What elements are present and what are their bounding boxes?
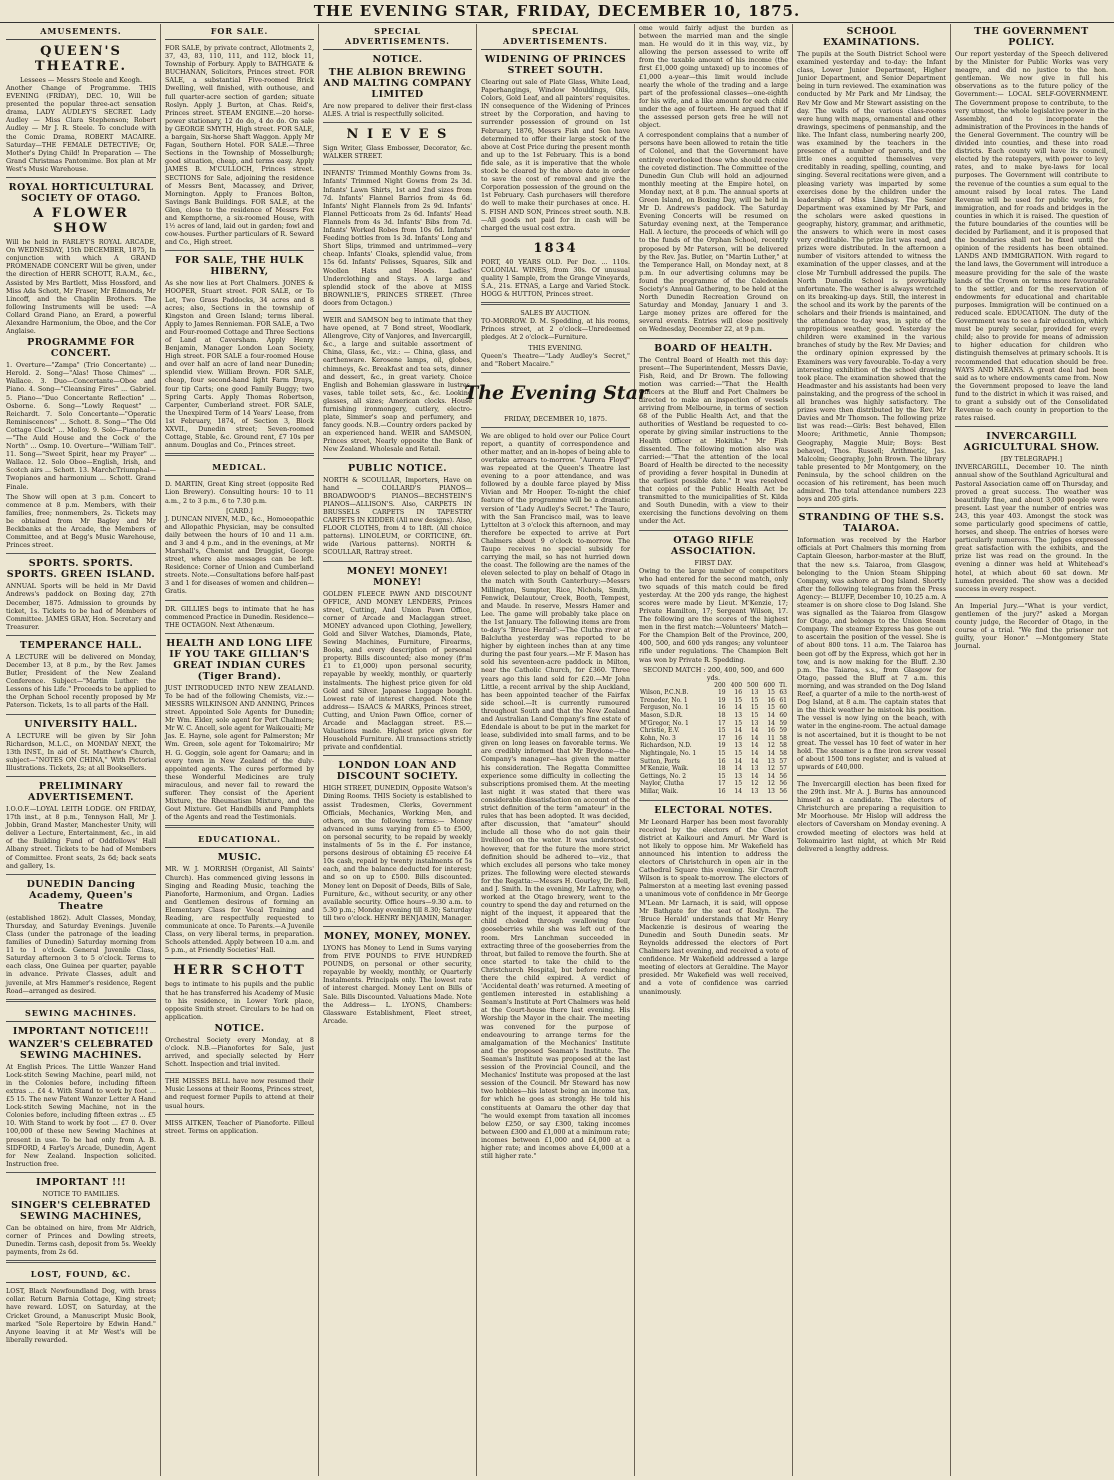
- widening-body: Clearing out sale of Plate Glass, White Lead, Paperhangings, Window Mouldings, Oils, Colors, Gold Leaf, and all painters' requisites. IN consequence of the Widening of Princes street by the Corporation, and having to surrender possession of ground on 1st February, 1876, Messrs Fish and Son have determined to offer their large stock of the above at Cost Price during the present month and up to the 1st February. This is a bond fide sale, as it is imperative that the whole stock be cleared by the above date in order to save the cost of removal and give the Corporation possession of the ground on the 1st February. Cash purchasers will therefore do well to make their purchases at once. H. S. FISH AND SON, Princes street south. N.B.—All goods not paid for in cash will be charged the usual cost extra.: [481, 78, 630, 232]
- aitken-body: MISS AITKEN, Teacher of Pianoforte. Filleul street. Terms on application.: [165, 1118, 314, 1135]
- preliminary-body: I.O.O.F.—LOYAL LEITH LODGE. ON FRIDAY, 17th inst., at 8 p.m., Tennyson Hall, Mr J. Jobbin, Grand Master, Manchester Unity, will deliver a Lecture, Entertainment, &c., in aid of the Building Fund of Oddfellows' Hall Albany street. Tickets to be had of Members of Committee. Front seats, 2s 6d; back seats and gallery, 1s.: [6, 805, 156, 870]
- gillies-body: DR. GILLIES begs to intimate that he has commenced Practice in Dunedin. Residence—THE OCTAGON. Next Athenæum.: [165, 604, 314, 629]
- singer-title: SINGER'S CELEBRATED SEWING MACHINES,: [11, 1199, 151, 1222]
- column-2: [161, 24, 319, 1476]
- sports-title: SPORTS. SPORTS. SPORTS. GREEN ISLAND.: [6, 558, 156, 581]
- score-row: Wilson, P.C.N.B. 19 16 13 15 63: [640, 689, 787, 697]
- score-row: Ferguson, No. 1 16 14 15 15 60: [640, 704, 787, 712]
- hort-body: Will be held in FARLEY'S ROYAL ARCADE, On WEDNESDAY, 15th DECEMBER, 1875, In conjunction with which A GRAND PROMENADE CONCERT Will be given, under the direction of HERR SCHOTT, R.A.M., &c., Assisted by Mrs Bartlett, Miss Hossford, and Miss Ada Schott, Mr Fraser, Mr Edmonds, Mr Lincoff, and the Chaplin Brothers. The following Instruments will be used: —A Collard Grand Piano, an Erard, a powerful Alexandre Harmonium, the Oboe, and the Cor Anglaise.: [6, 238, 156, 336]
- university-title: UNIVERSITY HALL.: [24, 718, 138, 730]
- dance-body: (established 1862). Adult Classes, Monday, Thursday, and Saturday Evenings. Juvenile Class (under the patronage of the leading families of Dunedin) Saturday morning from 11 to 1 o'clock. General Juvenile Class, Saturday afternoon 3 to 5 o'clock. Terms to each class, One Guinea per quarter, payable in advance. Private Classes, adult and juvenile, at Mrs Hammer's residence, Regent Road—arranged as desired.: [6, 913, 156, 995]
- preliminary-title: PRELIMINARY ADVERTISEMENT.: [28, 781, 134, 803]
- column-7: [951, 24, 1112, 1476]
- masthead-title: THE EVENING STAR, FRIDAY, DECEMBER 10, 1875.: [313, 2, 801, 20]
- gov-policy-body: Our report yesterday of the Speech delivered by the Minister for Public Works was very meagre, and did no justice to the hon. gentleman. We now give in full his observations as to the future policy of the Government:— LOCAL SELF-GOVERNMENT. The Government propose to contribute, to the very utmost, the whole legislative power in the Assembly, and to incorporate the administration of the Provinces in the hands of the General Government. The country will be divided into counties, and these into road districts. Each county will have its council, elected by the ratepayers, with power to levy rates, and to make bye-laws for local purposes. The Government will contribute to the revenue of the counties a sum equal to the amount raised by local rates. The Land Revenue will be used for public works, for immigration, and for roads and bridges in the counties in which it is raised. The question of the future boundaries of the counties will be decided by Parliament, and it is proposed that the boundaries shall not be fixed until the opinion of the residents has been obtained. LANDS AND IMMIGRATION. With regard to the land laws, the Government will introduce a measure providing for the sale of the waste lands of the Crown on terms more favourable to the settler, and for the reservation of endowments for educational and charitable purposes. Immigration will be continued on a reduced scale. EDUCATION. The duty of the Government was to see a fair education, which must be purely secular, provided for every child; also to provide for means of admission to higher education for children who distinguish themselves at primary schools. It is recommended that education should be free. WAYS AND MEANS. A great deal had been said as to where endowments came from. Now the Government proposed to leave the land fund to the district in which it was raised, and to grant a subsidy out of the Consolidated Revenue to each county in proportion to the rates raised.: [955, 50, 1108, 423]
- stranding-body: Information was received by the Harbor officials at Port Chalmers this morning from Captain Gleeson, harbor-master at the Bluff, that the new s.s. Taiaroa, from Glasgow, belonging to the Union Steam Shipping Company, was ashore at Dog Island. Shortly after the following telegrams from the Press Agency:— BLUFF, December 10, 10.25 a.m. A steamer is on shore close to Dog Island. She was signalled as the Taiaroa from Glasgow for Otago, and belongs to the Union Steam Company. The steamer Express has gone out to ascertain the position of the vessel. She is of about 800 tons. 11 a.m. The Taiaroa has been got off by the Express, which got her in tow, and is now making for the Bluff. 2.30 p.m. The Taiaroa, s.s., from Glasgow for Otago, passed the Bluff at 7 a.m. this morning, and was stranded on the Dog Island Reef, a quarter of a mile to the north-west of Dog Island, at 8 a.m. The captain states that in the thick weather he mistook his position. The vessel is now lying on the beach, with water in the engine-room. The actual damage is not ascertained, but it is thought to be not great. The vessel has 10 feet of water in her hold. The steamer is a fine iron screw vessel of about 1500 tons register, and is valued at upwards of £40,000.: [797, 536, 946, 771]
- score-row: Naylor, Clutha 17 15 12 12 56: [640, 780, 787, 788]
- music-title: MUSIC.: [217, 852, 262, 864]
- column-4-heading: SPECIAL ADVERTISEMENTS.: [481, 24, 630, 50]
- score-row: M'Gregor, No. 1 17 15 13 14 59: [640, 719, 787, 727]
- temperance-title: TEMPERANCE HALL.: [19, 639, 143, 651]
- london-title: LONDON LOAN AND DISCOUNT SOCIETY.: [336, 760, 459, 783]
- hulk-title: FOR SALE, THE HULK HIBERNY,: [175, 255, 304, 278]
- editorial-body: We are obliged to hold over our Police Court report, a quantity of correspondence and other matter, and an in-hopes of being able to overtake arrears to-morrow. "Aurora Floyd" was repeated at the Queen's Theatre last evening to a poor attendance, and was followed by a double farce played by Miss Vivian and Mr Hooper. To-night the chief feature of the programme will be a dramatic version of "Lady Audley's Secret." The Tauro, with the San Francisco mail, was to leave Lyttelton at 3 o'clock this afternoon, and may therefore be expected to arrive at Port Chalmers about 9 o'clock to-morrow. The Taupo receives no special subsidy for carrying the mail, so has not hurried down the coast. The following are the names of the eleven selected to play on behalf of Otago in the match with South Canterbury:—Messrs Millington, Sumpter, Rice, Nichols, Smith, Fenwick, Delautour, Creek, Booth, Tempest, and Maude. In reserve, Messrs Hamer and Lee. The game will probably take place on the 1st January. The following items are from to-day's 'Bruce Herald':—The Clutha river at Balclutha yesterday was reported to be higher by eighteen inches than at any time during the past four years.—Mr F. Mason has sold his seventeen-acre paddock in Milton, near the Catholic Church, for £360. Three years ago this land sold for £20.—Mr John Little, a recent arrival by the ship Auckland, has been appointed teacher of the Fairfax side school.—It is currently rumoured throughout South and that the New Zealand and Australian Land Company's fine estate of Edendale is about to be put in the market for lease, subdivided into small farms, and to be given on long leases on favorable terms. We are credibly informed that Mr Brydone—the Company's manager—has given the matter his consideration. The Regatta Committee experience some difficulty in collecting the subscriptions promised them. At the meeting last night it was stated that there was considerable dissatisfaction on account of the strict definition of the term "amateur" in the rules that has been adopted. It was decided, after discussion, that "amateur" should include all those who do not gain their livelihood on the water. It was understood, however, that for the future the more strict definition should be adhered to—viz., that which excludes all persons who take money prizes. The following were elected stewards for the Regatta:—Messrs H. Gourley, Dr. Bell, and J. Smith. In the evening, Mr Lafreny, who worked at the Otago brewery, went to the country to spend the day and returned on the night of the inquest, it appeared that the child choked through swallowing four gooseberries while she was left out of the room. Mrs Lanchman succeeded in extracting three of the gooseberries from the throat, but failed to remove the fourth. She at once started to take the child to the Christchurch Hospital, but before reaching there the child expired. A verdict of 'Accidental death' was returned. A meeting of gentlemen interested in establishing a Seaman's Institute at Port Chalmers was held at the Court-house there last evening. His Worship the Mayor in the chair. The meeting was convened for the purpose of endeavouring to arrange terms for the amalgamation of the Mechanics' Institute and the proposed Seaman's Institute. The Seaman's Institute was proposed at the last session of the Provincial Council, and the Mechanics' Institute was proposed at the last session of the Council. Mr Steward has now two hobbies—his latest being an income tax, for which he goes as strongly. He told his constituents at Oamaru the other day that "he would exempt from taxation all incomes below £250, or say £300, taking incomes between £300 and £1,000 at a minimum rate; incomes between £1,000 and £4,000 at a higher rate; and incomes above £4,000 at a still higher rate.": [481, 431, 630, 1161]
- invercargill-body: INVERCARGILL, December 10. The ninth annual show of the Southland Agricultural and Pastoral Association came off on Thursday, and proved a great success. The weather was beautifully fine, and about 3,000 people were present. Last year the number of entries was 243, this year 403. Amongst the stock was some particularly good specimens of cattle, horses, and sheep. The entries of horses were particularly numerous. The judges expressed great satisfaction with the exhibits, and the prize list was read on the ground. In the evening a dinner was held at Whitehead's hotel, at which about 60 sat down. Mr Lumsden presided. The show was a decided success in every respect.: [955, 463, 1108, 593]
- sports-body: ANNUAL Sports will be held in Mr David Andrews's paddock on Boxing day, 27th December, 1875. Admission to grounds by ticket, 1s. Tickets to be had of Members of Committee. JAMES GRAY, Hon. Secretary and Treasurer.: [6, 582, 156, 631]
- families-notice: NOTICE TO FAMILIES.: [42, 1189, 120, 1198]
- port-year: 1834: [533, 240, 578, 256]
- notice-title: NOTICE.: [214, 1022, 265, 1034]
- wanzer-title: WANZER'S CELEBRATED SEWING MACHINES.: [8, 1038, 154, 1061]
- wanzer-body: At English Prices. The Little Wanzer Hand Lock-stitch Sewing Machine, pearl mild, not in the Colonies before, including fifteen extras ... £4 4. With Stand to work by foot ... £5 15. The new Patent Wanzer Letter A Hand Lock-stitch Sewing Machine, not in the Colonies before, including fifteen extras ... £5 10. With Stand to work by foot ... £7 0. Over 100,000 of these new Sewing Machines at present in use. To be had only from A. B. SIDFORD, 4 Farley's Arcade, Dunedin, Agent for New Zealand. Inspection solicited. Instruction free.: [6, 1062, 156, 1168]
- dateline: FRIDAY, DECEMBER 10, 1875.: [503, 414, 608, 423]
- medical-body: D. MARTIN, Great King street (opposite Red Lion Brewery). Consulting hours: 10 to 11 a.m., 2 to 3 p.m., 6 to 7.30 p.m.: [165, 480, 314, 505]
- money-title-2: MONEY, MONEY, MONEY.: [323, 930, 472, 942]
- health-title: HEALTH AND LONG LIFE IF YOU TAKE GILLIAN'S GREAT INDIAN CURES (Tiger Brand).: [166, 637, 313, 682]
- lyons-body: LYONS has Money to Lend in Sums varying from FIVE POUNDS to FIVE HUNDRED POUNDS, on personal or other security, repayable by weekly, monthly, or Quarterly Instalments. Principals only. The lowest rate of interest charged. Money Lent on Bills of Sale. Bills Discounted. Valuations Made. Note the Address— L. LYONS, Chambers: Glassware Establishment, Fleet street, Arcade.: [323, 943, 472, 1025]
- important-notice-2: IMPORTANT !!!: [35, 1176, 127, 1188]
- gov-policy-title: THE GOVERNMENT POLICY.: [974, 26, 1089, 48]
- notice-title: NOTICE.: [372, 54, 423, 65]
- sale-body: FOR SALE, by private contract, Allotments 2, 37, 43, 83, 110, 111, and 112, block 11, Township of Forbury. Apply to BATHGATE & BUCHANAN, Solicitors, Princes street. FOR SALE, a substantial Five-roomed Brick Dwelling, well finished, with outhouse, and full quarter-acre section of garden; situate Roslyn. Apply J. Burton, at Chas. Reid's, Princes street. STEAM ENGINE.—20 horse-power stationary, 12 do do, 4 do do. On sale by GEORGE SMYTH, High street. FOR SALE, a bargain, Six-horse Shaft Waggon. Apply Mr Fagan, Southern Hotel. FOR SALE.—Three Sections in the Township of Mosselburgh; good situation, cheap, and terms easy. Apply JAMES B. M'CULLOCH, Princes street. SECTIONS for Sale, adjoining the residence of Messrs Bent, Macassey, and Driver, Mornington. Apply to Frances Bolton, Savings Bank Buildings. FOR SALE, at the Glen, close to the residence of Messrs Fox and Kempthorne, a six-roomed House, with 1½ acres of land, laid out in garden; fowl and cow-houses. Further particulars of R. Seward and Co., High street.: [165, 44, 314, 247]
- rifle-body: Owing to the large number of competitors who had entered for the second match, only two squads of this match could be fired yesterday. At the 200 yds range, the highest scores were made by Lieut. M'Kenzie, 17; Private Hamilton, 17; Sergeant Wilson, 17. The following are the scores of the highest men in the first match:—Volunteers' Match—For the Champion Belt of the Province, 200, 400, 500, and 600 yds ranges; any volunteer rifle under regulations. The Champion Belt was won by Private R. Spedding.: [639, 566, 788, 664]
- auction-body: TO-MORROW. D. M. Spedding, at his rooms, Princes street, at 2 o'clock—Unredeemed pledges. At 2 o'clock—Furniture.: [481, 317, 630, 342]
- theatre-lessees: Lessees — Messrs Steele and Keogh.: [19, 76, 143, 84]
- column-6: [793, 24, 951, 1476]
- evening-body: Queen's Theatre—"Lady Audley's Secret," and "Robert Macaire.": [481, 351, 630, 368]
- stranding-title: STRANDING OF THE S.S. TAIAROA.: [798, 512, 945, 535]
- score-row: Treneder, No. 1 19 15 15 16 61: [640, 696, 787, 704]
- column-1-heading: AMUSEMENTS.: [6, 24, 156, 40]
- column-4: [463, 24, 648, 1476]
- educational-heading: EDUCATIONAL.: [165, 832, 314, 848]
- sewing-heading: SEWING MACHINES.: [6, 1006, 156, 1022]
- medical-heading: MEDICAL.: [165, 460, 314, 476]
- score-row: Mason, S.D.R. 18 13 15 14 60: [640, 712, 787, 720]
- albion-title: THE ALBION BREWING AND MALTING COMPANY LIMITED: [323, 67, 472, 100]
- masthead: [0, 0, 1114, 23]
- score-header: 200 400 500 600 Tl.: [714, 681, 787, 689]
- score-row: Richardson, N.D. 19 13 14 12 58: [640, 742, 787, 750]
- london-body: HIGH STREET, DUNEDIN, Opposite Watson's Dining Rooms. THIS Society is established to assist Tradesmen, Clerks, Government Officials, Mechanics, Working Men, and others, on the following terms:— Money advanced in sums varying from £5 to £500, on personal security, to be repaid by weekly instalments of 5s in the £. For instance, persons desirous of obtaining £5 receive £4 10s cash, repaid by twenty instalments of 5s each, and the balance deducted for interest; and so on up to £500. Bills discounted. Money lent on Deposit of Deeds, Bills of Sale, Furniture, &c., without security, or any other available security. Office hours—9.30 a.m. to 5.30 p.m.; Monday evening till 8.30; Saturday till two o'clock. HENRY BENJAMIN, Manager.: [323, 784, 472, 922]
- column-1: [2, 24, 161, 1476]
- electoral-title: ELECTORAL NOTES.: [654, 804, 773, 816]
- telegraph-label: [BY TELEGRAPH.]: [1000, 455, 1063, 464]
- north-body: NORTH & SCOULLAR, Importers, Have on hand — COLLARD'S PIANOS—BROADWOOD'S PIANOS—BECHSTEIN'S PIANOS—ALLISON'S. Also, CARPETS IN BRUSSELS CARPETS IN TAPESTRY CARPETS IN KIDDER (All new designs). Also, FLOOR CLOTHS, from 4 to 18ft. (All choice patterns). LINOLEUM, or CORTICINE, 6ft. wide (Various patterns). NORTH & SCOULLAR, Rattray street.: [323, 475, 472, 557]
- theatre-title: QUEEN'S THEATRE.: [34, 44, 128, 74]
- nieves-body: Sign Writer, Glass Embosser, Decorator, &c. WALKER STREET.: [323, 144, 472, 161]
- score-row: Kohn, No. 3 17 16 14 11 58: [640, 734, 787, 742]
- money-title: MONEY! MONEY! MONEY!: [346, 565, 449, 588]
- programme-heading: PROGRAMME FOR CONCERT.: [27, 337, 135, 360]
- score-row: Nightingale, No. 1 15 15 14 14 58: [640, 750, 787, 757]
- score-row: Christie, E.V. 15 14 14 16 59: [640, 727, 787, 735]
- column-3: [319, 24, 477, 1476]
- rifle-title: OTAGO RIFLE ASSOCIATION.: [670, 534, 757, 557]
- editorial-continued: ome would fairly adjust the burden as between the married man and the single man. He would do it in this way, viz., by allowing the person assessed to write off from the taxable amount of his income (the first £1,000 going untaxed) up to incomes of £1,000 a-year—this limit would include nearly the whole of the trading and a large part of the professional classes—one-eighth for his wife, and a like amount for each child under the age of fourteen. He argued that if the assessed person gets free he will not object.: [639, 24, 788, 130]
- column-5: [635, 24, 793, 1476]
- schott-body: begs to intimate to his pupils and the public that he has transferred his Academy of Music to his residence, in Lower York place, opposite Smith street. Circulars to be had on application.: [165, 980, 314, 1021]
- important-notice: IMPORTANT NOTICE!!!: [12, 1025, 150, 1037]
- theatre-body: Another Change of Programme. THIS EVENING (FRIDAY), DEC. 10, Will be presented the popular three-act sensation drama, LADY AUDLEY'S SECRET. Lady Audley — Miss Clara Stephenson; Robert Audley — Mr J. R. Steele. To conclude with the Comic Drama, ROBERT MACAIRE. Saturday—THE FEMALE DETECTIVE; Or, Mother's Dying Child! In Preparation — The Grand Christmas Pantomime. Box plan at Mr West's Music Warehouse.: [6, 84, 156, 173]
- invercargill-title: INVERCARGILL AGRICULTURAL SHOW.: [963, 431, 1100, 454]
- score-row: M'Kenzie, Waik. 18 14 13 12 57: [640, 765, 787, 773]
- misses-bell-body: THE MISSES BELL have now resumed their Music Lessons at their Rooms, Princes street, and request former Pupils to attend at their usual hours.: [165, 1077, 314, 1110]
- newspaper-flag: [463, 377, 648, 411]
- weir-body: WEIR and SAMSON beg to intimate that they have opened, at 7 Bond street, Woodlark, Allengrove, City of Vanjores, and Invercargill, &c., a large and suitable assortment of China, Glass, &c., viz.: — China, glass, and earthenware. Kerosene lamps, oil, globes, chimneys, &c. Breakfast and tea sets, dinner and dessert, &c., in great variety. Choice English and Bohemian glassware in lustres, vases, table toilet sets, &c., &c. Looking glasses, all sizes; American clocks. House furnishing ironmongery, cutlery, electro-plate, Simmer's soap and perfumery, and fancy goods. N.B.—Country orders packed by an experienced hand. WEIR and SAMSON, Princes street, Nearly opposite the Bank of New Zealand. Wholesale and Retail.: [323, 315, 472, 454]
- fleece-body: GOLDEN FLEECE PAWN AND DISCOUNT OFFICE, AND MONEY LENDERS, Princes street, Cutting, And Union Pawn Office, corner of Arcade and Maclaggan street. MONEY advanced upon Clothing, Jewellery, Gold and Silver Watches, Diamonds, Plate, Sewing Machines, Furniture, Firearms, Books, and every description of personal property. Bills discounted; also money (fr'm £1 to £1,000) upon personal security, repayable by weekly, monthly, or quarterly instalments. The highest price given for old Gold and Silver. Japanese Luggage bought. Lowest rate of interest charged. Note the address— ISAACS & MARKS, Princes street, Cutting, and Union Pawn Office, corner of Arcade and Maclaggan street. P.S.—Valuations made. Highest price given for Household Furniture. All transactions strictly private and confidential.: [323, 589, 472, 752]
- score-row: Sutton, Ports 16 14 14 13 57: [640, 757, 787, 765]
- flower-show: A FLOWER SHOW: [33, 206, 129, 237]
- first-day: FIRST DAY.: [694, 558, 733, 567]
- score-row: Millar, Waik. 16 14 13 13 56: [640, 787, 787, 795]
- board-title: BOARD OF HEALTH.: [654, 342, 773, 354]
- health-body: JUST INTRODUCED INTO NEW ZEALAND. To be had of the following Chemists, viz.:— MESSRS WILKINSON AND ANNING, Princes street. Appointed Sole Agents for Dunedin; Mr Wm. Elder, sole agent for Port Chalmers; Mr W. C. Ancell, sole agent for Waikouaiti; Mr Jas. E. Hayne, sole agent for Palmerston; Mr Wm. Green, sole agent for Tokomairiro; Mr H. G. Goggin, sole agent for Oamaru; and in every town in New Zealand of the duly-appointed agents. The cures performed by these Wonderful Medicines are truly miraculous, and never fail to reward the sufferer. They consist of the Aperient Mixture, the Rheumatism Mixture, and the Gout Mixture. Get Handbills and Pamphlets of the Agents and read the Testimonials.: [165, 683, 314, 822]
- score-table: [639, 682, 788, 796]
- school-body: The pupils at the South District School were examined yesterday and to-day: the Infant class, Lower Junior Department, Higher Junior Department, and Senior Department being in turn reviewed. The examination was conducted by Mr Park and Mr Lindsay, the Rev Mr Gow and Mr Stewart assisting on the day. The walls of the various class-rooms were hung with maps, ornamental and other drawings, specimens of penmanship, and the like. The Infant class, numbering nearly 200, was examined by the teachers in the presence of a number of parents, and the little ones acquitted themselves very creditably in reading, spelling, counting, and singing. Several recitations were given, and a pleasing variety was imparted by some exercises done by the children under the leadership of Miss Lindsay. The Senior Department was examined by Mr Park, and the scholars were asked questions in geography, history, grammar, and arithmetic, the answers to which were in most cases very creditable. The prize list was read, and prizes were distributed. In the afternoon a number of visitors attended to witness the examination of the upper classes, and at the close Mr Turnbull addressed the pupils. The North Dunedin School is proverbially unfortunate. The weather is always wretched on its breaking-up days. Still, the interest in the school and its work by the parents of the scholars and their friends is maintained, and the attendance to-day was, in spite of the unpropitious weather, good. Yesterday the children were examined in the various branches of study by the Rev. Mr Davies; and the ordinary opinion expressed by the Examiners was very favourable. To-day a very interesting exhibition of the school drawing took place. The examination showed that the Headmaster and his assistants had been very painstaking, and the progress of the school in all branches was highly satisfactory. The prizes were then distributed by the Rev. Mr Davies and Mr Thomson. The following prize list was read:—Girls: Best behaved, Ellen Moore; Arithmetic, Annie Thompson; Geography, Maggie Muir; Boys: Best behaved, Thos. Russell; Arithmetic, Jas. Malcolm; Geography, John Brown. The library table presented to Mr Montgomery, on the Peninsula, by the school children on the occasion of his retirement, has been much admired. The total attendance numbers 223 boys and 205 girls.: [797, 50, 946, 504]
- score-row: Gettings, No. 2 15 13 14 14 56: [640, 772, 787, 780]
- albion-body: Are now prepared to deliver their first-class ALES. A trial is respectfully solicited.: [323, 102, 472, 119]
- lost-heading: LOST, FOUND, &C.: [6, 1267, 156, 1283]
- gazette-body: A correspondent complains that a number of persons have been allowed to retain the title of Colonel, and that the Government have entirely overlooked those who should receive the coveted distinction. The Committee of the Dunedin Gun Club will hold an adjourned monthly meeting at the Empire hotel, on Monday next, at 8 p.m. The annual sports at Green Island, on Boxing Day, will be held in Mr D. Andrews's paddock. The Saturday Evening Concerts will be resumed on Saturday evening next, at the Temperance Hall. A lecture, the proceeds of which will go to the funds of the Orphan School, recently proposed by Mr Paterson, will be delivered by the Rev. Jas. Butler, on "Martin Luther," at the Temperance Hall, on Monday next, at 8 p.m. In our advertising columns may be found the programme of the Caledonian Society's Annual Gathering, to be held at the North Dunedin Recreation Ground on Saturday and Monday, January 1 and 3. Large money prizes are offered for the several events. Entries will close positively on Wednesday, December 22, at 9 p.m.: [639, 131, 788, 334]
- infants-body: INFANTS' Trimmed Monthly Gowns from 3s. Infants' Trimmed Night Gowns from 2s 3d. Infants' Lawn Shirts, 1st and 2nd sizes from 7d. Infants' Flannel Barrios from 4s 6d. Infants' Night Flannels from 2s 9d. Infants' Flannel Petticoats from 2s 6d. Infants' Head Flannels from 4s 3d. Infants' Bibs from 7d. Infants' Worked Robes from 10s 6d. Infants' Feeding bottles from 1s 3d. Infants' Long and Short Slips, trimmed and untrimmed—very cheap. Infants' Cloaks, splendid value, from 15s 6d. Infants' Pelisses, Squares, Silk and Woollen Hats and Hoods. Ladies' Underclothing and Stays. A large and splendid stock of the above at MISS BROWNLIE'S, PRINCES STREET. (Three doors from Octagon.): [323, 169, 472, 307]
- public-notice: PUBLIC NOTICE.: [347, 462, 448, 474]
- electoral-continued: The Invercargill election has been fixed for the 29th inst. Mr A. J. Burns has announced himself as a candidate. The electors of Christchurch are preparing a requisition to Mr Moorhouse. Mr Hislop will address the electors of Caversham on Monday evening. A crowded meeting of electors was held at Tokomairiro last night, at which Mr Reid delivered a lengthy address.: [797, 779, 946, 853]
- morrish-body: MR. W. J. MORRISH (Organist, All Saints' Church). Has commenced giving lessons in Singing and Reading Music, teaching the Pianoforte, Harmonium, and Organ. Ladies and Gentlemen desirous of forming an Elementary Class for Vocal Training and Reading, are respectfully requested to communicate at once. To Parents.—A Juvenile Class, on very liberal terms, in preparation. Schools attended. Apply between 10 a.m. and 5 p.m., at Friendly Societies' Hall.: [165, 865, 314, 955]
- port-body: PORT, 40 YEARS OLD. Per Doz. ... 110s. COLONIAL WINES, from 30s. Of unusual quality 1 Sample, from the Grange Vineyards, S.A., 21s. ETNAS, a Large and Varied Stock. HOGG & HUTTON, Princes street.: [481, 257, 630, 299]
- column-2-heading: FOR SALE.: [165, 24, 314, 40]
- widening-title: WIDENING OF PRINCES STREET SOUTH.: [484, 54, 627, 76]
- column-3-heading: SPECIAL ADVERTISEMENTS.: [323, 24, 472, 50]
- score-rows: [639, 689, 788, 795]
- second-match: SECOND MATCH : 200, 400, 500, and 600 yds.: [642, 665, 785, 682]
- board-body: The Central Board of Health met this day: present—The Superintendent, Messrs Davie, Fish, Reid, and Dr Brown. The following motion was carried:—"That the Health Officers at the Bluff and Port Chalmers be directed to make an inspection of vessels arriving from Melbourne, in terms of section 68 of the Public Health Act, and that the authorities of Westland be requested to co-operate by giving similar instructions to the Health Officer at Hokitika." Mr Fish dissented. The following motion also was carried:—"That the attention of the local Board of Health be directed to the necessity of providing a fever hospital in Dunedin at the earliest possible date." It was resolved that copies of the Public Health Act be transmitted to the municipalities of St. Kilda and South Dunedin, with a view to their exercising the functions devolving on them under the Act.: [639, 355, 788, 526]
- programme-list: 1. Overture—"Zampa" (Trio Concertante) ... Herold. 2. Song—"Alas! Those Chimes" ... Wallace. 3. Duo—Concertante—Oboe and Piano. 4. Song—"Cleansing Fires" ... Gabriel. 5. Piano—"Duo Concertante Reflection" ... Osborne. 6. Song—"Lowly Request" ... Reichardt. 7. Solo Concertante—"Operatic Reminiscences" ... Schott. 8. Song—"The Old Cottage Clock" ... Molloy. 9. Solo—Pianoforte—"The Auld House and the Cock o' the North" ... Osmp. 10. Overture—"William Tell". 11. Song—"Sweet Spirit, hear my Prayer" ... Wallace. 12. Solo Oboe—English, Irish, and Scotch airs ... Schott. 13. MarchcTriumphal—Twopianos and harmonium ... Schott. Grand Finale.: [6, 361, 156, 491]
- temperance-body: A LECTURE will be delivered on Monday, December 13, at 8 p.m., by the Rev. James Butler, President of the New Zealand Conference. Subject—"Martin Luther: the Lessons of his Life." Proceeds to be applied to the Orphan School recently proposed by Mr Paterson. Tickets, 1s to all parts of the Hall.: [6, 652, 156, 710]
- university-body: A LECTURE will be given by Sir John Richardson, M.L.C., on MONDAY NEXT, the 13th INST., In aid of St. Matthew's Church, subject—"NOTES ON CHINA," With Pictorial Illustrations. Tickets, 2s; at all Booksellers.: [6, 731, 156, 772]
- flag-logo: [463, 377, 648, 407]
- auction-heading: SALES BY AUCTION.: [520, 309, 591, 318]
- hort-title: ROYAL HORTICULTURAL SOCIETY OF OTAGO.: [8, 182, 154, 205]
- school-title: SCHOOL EXAMINATIONS.: [823, 26, 920, 48]
- flag-text: The Evening Star: [463, 381, 648, 404]
- evening-heading: THIS EVENING.: [528, 343, 583, 352]
- lost-body: LOST, Black Newfoundland Dog, with brass collar. Return Barnia Cottage, King street; have reward. LOST, on Saturday, at the Cricket Ground, a Manuscript Music Book, marked "Sole Repertoire by Edwin Hand." Anyone leaving it at Mr West's will be liberally rewarded.: [6, 1287, 156, 1344]
- card-label: [CARD.]: [226, 506, 253, 515]
- niven-body: J. DUNCAN NIVEN, M.D., &c., Homoeopathic and Allopathic Physician, may be consulted daily between the hours of 10 and 11 a.m. and 3 and 4 p.m., and in the evenings, at Mr Marshall's, Chemist and Druggist, George street, where also messages can be left. Residence: Corner of Union and Cumberland streets. Note.—Consultations before half-past 3 and 1 for diseases of women and children—Gratis.: [165, 514, 314, 596]
- orchestral-body: Orchestral Society every Monday, at 8 o'clock. N.B.—Pianofortes for Sale, just arrived, and specially selected by Herr Schott. Inspection and trial invited.: [165, 1035, 314, 1069]
- nieves-title: N I E V E S: [346, 127, 449, 143]
- schott-title: HERR SCHOTT: [173, 963, 306, 979]
- imperial-jury: An Imperial Jury.—"What is your verdict, gentlemen of the jury?" asked a Morgan county judge, the Recorder of Otago, in the course of a trial. "We find the prisoner not guilty, your Honor." —Montgomery State Journal.: [955, 601, 1108, 651]
- dance-title: DUNEDIN Dancing Academy, Queen's Theatre: [26, 878, 136, 912]
- show-open: The Show will open at 3 p.m. Concert to commence at 8 p.m. Members, with their families, free; nonmembers, 2s. Tickets may be obtained from Mr Bagley and Mr Beckbanks at the Arcade, the Members of Committee, and at Begg's Music Warehouse, Princes street.: [6, 492, 156, 550]
- hulk-body: As she now lies at Port Chalmers. JONES & HOOPER, Stuart street. FOR SALE, or To Let, Two Grass Paddocks, 34 acres and 8 acres; also, Sections in the township of Kingston and Green Island; terms liberal. Apply to James Rennieman. FOR SALE, a Two and Four-roomed Cottage and Three Sections of Land at Caversham. Apply Henry Benjamin, Manager London Loan Society, High street. FOR SALE a four-roomed House and over half an acre of land near Dunedin; splendid view. William Brown. FOR SALE, cheap, four second-hand light Farm Drays, four tip Carts; one good Family Buggy; two Spring Carts. Apply Thomas Robertson, Carpenter, Cumberland street. FOR SALE, the Unexpired Term of 14 Years' Lease, from 1st February, 1874, of Section 3, Block XXVII., Dunedin street; Seven-roomed Cottage, Stable, &c. Ground rent, £7 10s per annum. Douglas and Co., Princes street.: [165, 279, 314, 450]
- singer-body: Can be obtained on hire, from Mr Aldrich, corner of Princes and Dowling streets, Dunedin. Terms cash, deposit from 5s. Weekly payments, from 2s 6d.: [6, 1223, 156, 1257]
- electoral-body: Mr Leonard Harper has been most favorably received by the electors of the Cheviot district at Kaikouri and Amuri. Mr Ward is not likely to oppose him. Mr Wakefield has announced his intention to address the electors of Christchurch in open air in the Cathedral Square this evening. Sir Cracroft Wilson is to speak to-morrow. The electors of Palmerston at a meeting last evening passed a unanimous vote of confidence in Mr George M'Lean. Mr Larnach, it is said, will oppose Mr Bathgate for the seat of Roslyn. The 'Bruce Herald' understands that Mr Henry Mackenzie is desirous of wearing the Dunedin and South Dunedin seats. Mr Reynolds addressed the electors of Port Chalmers last evening, and received a vote of confidence. Mr Wakefield addressed a large meeting of electors at Geraldine. The Mayor presided. Mr Wakefield was well received, and a vote of confidence was carried unanimously.: [639, 817, 788, 996]
